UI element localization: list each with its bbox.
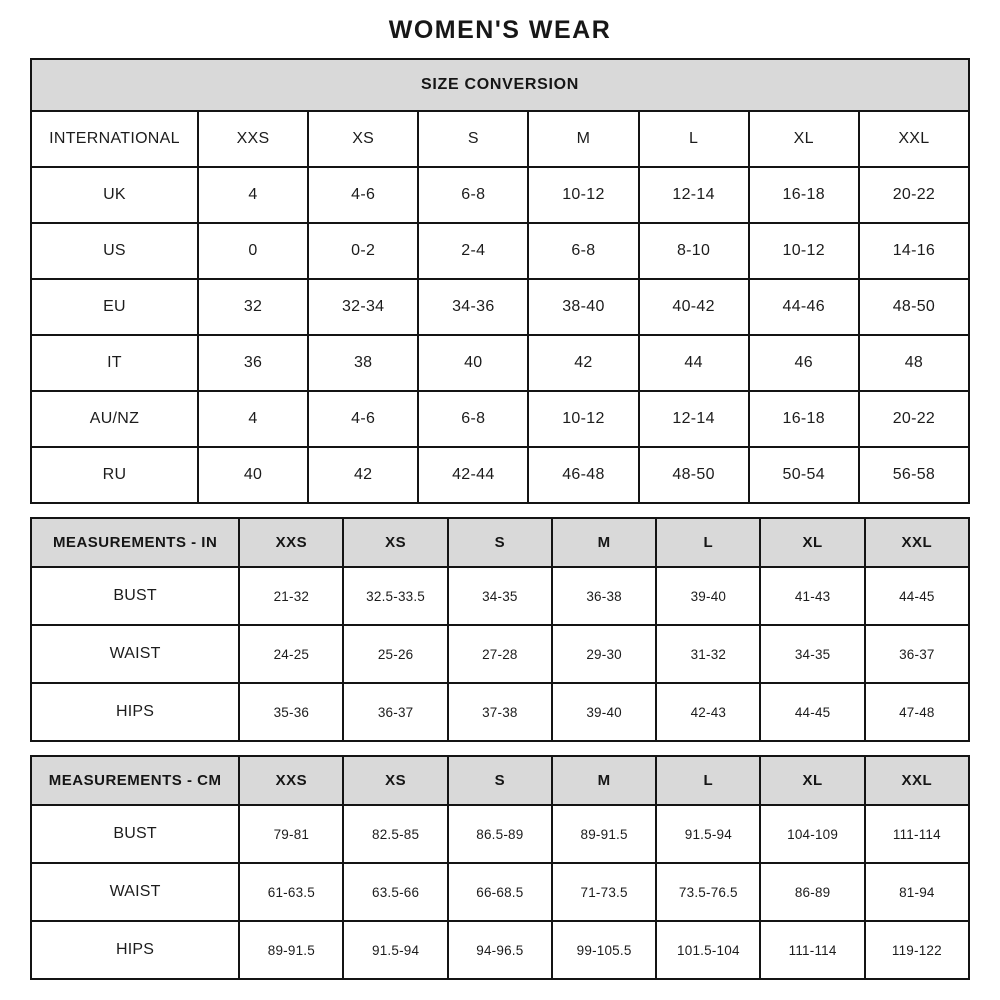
table-row: [31, 447, 969, 503]
value-cell: 56-58: [859, 447, 969, 503]
measurements-cm-table: [30, 755, 970, 980]
table-banner: SIZE CONVERSION: [31, 59, 969, 111]
column-header-cell: XS: [343, 756, 447, 805]
table-row: [31, 167, 969, 223]
value-cell: 6-8: [418, 167, 528, 223]
header-row: [31, 518, 969, 567]
column-header-cell: S: [448, 518, 552, 567]
column-header-cell: XXS: [198, 111, 308, 167]
table-row: [31, 863, 969, 921]
column-header-cell: L: [639, 111, 749, 167]
size-conversion-table: [30, 58, 970, 504]
value-cell: 24-25: [239, 625, 343, 683]
value-cell: 20-22: [859, 391, 969, 447]
value-cell: 81-94: [865, 863, 969, 921]
value-cell: 4-6: [308, 167, 418, 223]
value-cell: 36-37: [865, 625, 969, 683]
value-cell: 86-89: [760, 863, 864, 921]
column-header-cell: M: [528, 111, 638, 167]
value-cell: 44-45: [865, 567, 969, 625]
value-cell: 10-12: [749, 223, 859, 279]
value-cell: 48-50: [639, 447, 749, 503]
value-cell: 104-109: [760, 805, 864, 863]
row-label-cell: EU: [31, 279, 198, 335]
value-cell: 66-68.5: [448, 863, 552, 921]
value-cell: 29-30: [552, 625, 656, 683]
column-header-cell: M: [552, 518, 656, 567]
table-row: [31, 223, 969, 279]
value-cell: 34-35: [760, 625, 864, 683]
value-cell: 41-43: [760, 567, 864, 625]
row-label-cell: US: [31, 223, 198, 279]
row-label-cell: WAIST: [31, 863, 239, 921]
column-header-cell: L: [656, 518, 760, 567]
column-header-cell: XL: [749, 111, 859, 167]
table-row: [31, 805, 969, 863]
value-cell: 8-10: [639, 223, 749, 279]
row-label-cell: BUST: [31, 805, 239, 863]
value-cell: 10-12: [528, 167, 638, 223]
value-cell: 44: [639, 335, 749, 391]
value-cell: 119-122: [865, 921, 969, 979]
row-label-cell: UK: [31, 167, 198, 223]
value-cell: 44-45: [760, 683, 864, 741]
value-cell: 21-32: [239, 567, 343, 625]
measurements-in-table: [30, 517, 970, 742]
value-cell: 12-14: [639, 167, 749, 223]
value-cell: 39-40: [552, 683, 656, 741]
value-cell: 48-50: [859, 279, 969, 335]
table-row: [31, 625, 969, 683]
value-cell: 71-73.5: [552, 863, 656, 921]
page-title: WOMEN'S WEAR: [388, 16, 612, 44]
table-row: [31, 335, 969, 391]
value-cell: 40-42: [639, 279, 749, 335]
value-cell: 31-32: [656, 625, 760, 683]
measurements-cm-table-body: [31, 756, 969, 979]
value-cell: 99-105.5: [552, 921, 656, 979]
value-cell: 16-18: [749, 391, 859, 447]
value-cell: 36: [198, 335, 308, 391]
value-cell: 94-96.5: [448, 921, 552, 979]
value-cell: 47-48: [865, 683, 969, 741]
value-cell: 4: [198, 391, 308, 447]
value-cell: 101.5-104: [656, 921, 760, 979]
table-row: [31, 567, 969, 625]
column-header-cell: XXL: [865, 756, 969, 805]
column-header-cell: MEASUREMENTS - IN: [31, 518, 239, 567]
value-cell: 0: [198, 223, 308, 279]
value-cell: 2-4: [418, 223, 528, 279]
value-cell: 34-36: [418, 279, 528, 335]
value-cell: 37-38: [448, 683, 552, 741]
value-cell: 20-22: [859, 167, 969, 223]
value-cell: 89-91.5: [552, 805, 656, 863]
row-label-cell: WAIST: [31, 625, 239, 683]
value-cell: 63.5-66: [343, 863, 447, 921]
value-cell: 61-63.5: [239, 863, 343, 921]
column-header-cell: XS: [308, 111, 418, 167]
value-cell: 36-38: [552, 567, 656, 625]
value-cell: 91.5-94: [343, 921, 447, 979]
value-cell: 4-6: [308, 391, 418, 447]
row-label-cell: HIPS: [31, 683, 239, 741]
column-header-cell: XXS: [239, 756, 343, 805]
table-row: [31, 279, 969, 335]
value-cell: 73.5-76.5: [656, 863, 760, 921]
column-header-cell: INTERNATIONAL: [31, 111, 198, 167]
value-cell: 4: [198, 167, 308, 223]
row-label-cell: AU/NZ: [31, 391, 198, 447]
value-cell: 35-36: [239, 683, 343, 741]
value-cell: 86.5-89: [448, 805, 552, 863]
column-header-cell: XL: [760, 756, 864, 805]
value-cell: 50-54: [749, 447, 859, 503]
value-cell: 32-34: [308, 279, 418, 335]
header-row: [31, 111, 969, 167]
value-cell: 46-48: [528, 447, 638, 503]
column-header-cell: S: [418, 111, 528, 167]
value-cell: 42-43: [656, 683, 760, 741]
table-row: [31, 391, 969, 447]
value-cell: 32: [198, 279, 308, 335]
value-cell: 40: [198, 447, 308, 503]
value-cell: 16-18: [749, 167, 859, 223]
value-cell: 111-114: [760, 921, 864, 979]
value-cell: 34-35: [448, 567, 552, 625]
measurements-in-table-body: [31, 518, 969, 741]
column-header-cell: XXL: [859, 111, 969, 167]
banner-row: [31, 59, 969, 111]
column-header-cell: XXL: [865, 518, 969, 567]
column-header-cell: L: [656, 756, 760, 805]
value-cell: 46: [749, 335, 859, 391]
value-cell: 42-44: [418, 447, 528, 503]
size-conversion-table-body: [31, 59, 969, 503]
column-header-cell: M: [552, 756, 656, 805]
value-cell: 6-8: [528, 223, 638, 279]
column-header-cell: XL: [760, 518, 864, 567]
value-cell: 48: [859, 335, 969, 391]
value-cell: 12-14: [639, 391, 749, 447]
value-cell: 40: [418, 335, 528, 391]
value-cell: 39-40: [656, 567, 760, 625]
row-label-cell: HIPS: [31, 921, 239, 979]
header-row: [31, 756, 969, 805]
value-cell: 42: [308, 447, 418, 503]
value-cell: 27-28: [448, 625, 552, 683]
value-cell: 36-37: [343, 683, 447, 741]
row-label-cell: BUST: [31, 567, 239, 625]
column-header-cell: XXS: [239, 518, 343, 567]
value-cell: 38-40: [528, 279, 638, 335]
column-header-cell: S: [448, 756, 552, 805]
value-cell: 25-26: [343, 625, 447, 683]
row-label-cell: IT: [31, 335, 198, 391]
value-cell: 38: [308, 335, 418, 391]
value-cell: 82.5-85: [343, 805, 447, 863]
value-cell: 0-2: [308, 223, 418, 279]
value-cell: 32.5-33.5: [343, 567, 447, 625]
table-row: [31, 683, 969, 741]
value-cell: 111-114: [865, 805, 969, 863]
table-row: [31, 921, 969, 979]
value-cell: 14-16: [859, 223, 969, 279]
column-header-cell: MEASUREMENTS - CM: [31, 756, 239, 805]
value-cell: 89-91.5: [239, 921, 343, 979]
value-cell: 6-8: [418, 391, 528, 447]
row-label-cell: RU: [31, 447, 198, 503]
value-cell: 44-46: [749, 279, 859, 335]
value-cell: 10-12: [528, 391, 638, 447]
value-cell: 91.5-94: [656, 805, 760, 863]
value-cell: 79-81: [239, 805, 343, 863]
value-cell: 42: [528, 335, 638, 391]
column-header-cell: XS: [343, 518, 447, 567]
